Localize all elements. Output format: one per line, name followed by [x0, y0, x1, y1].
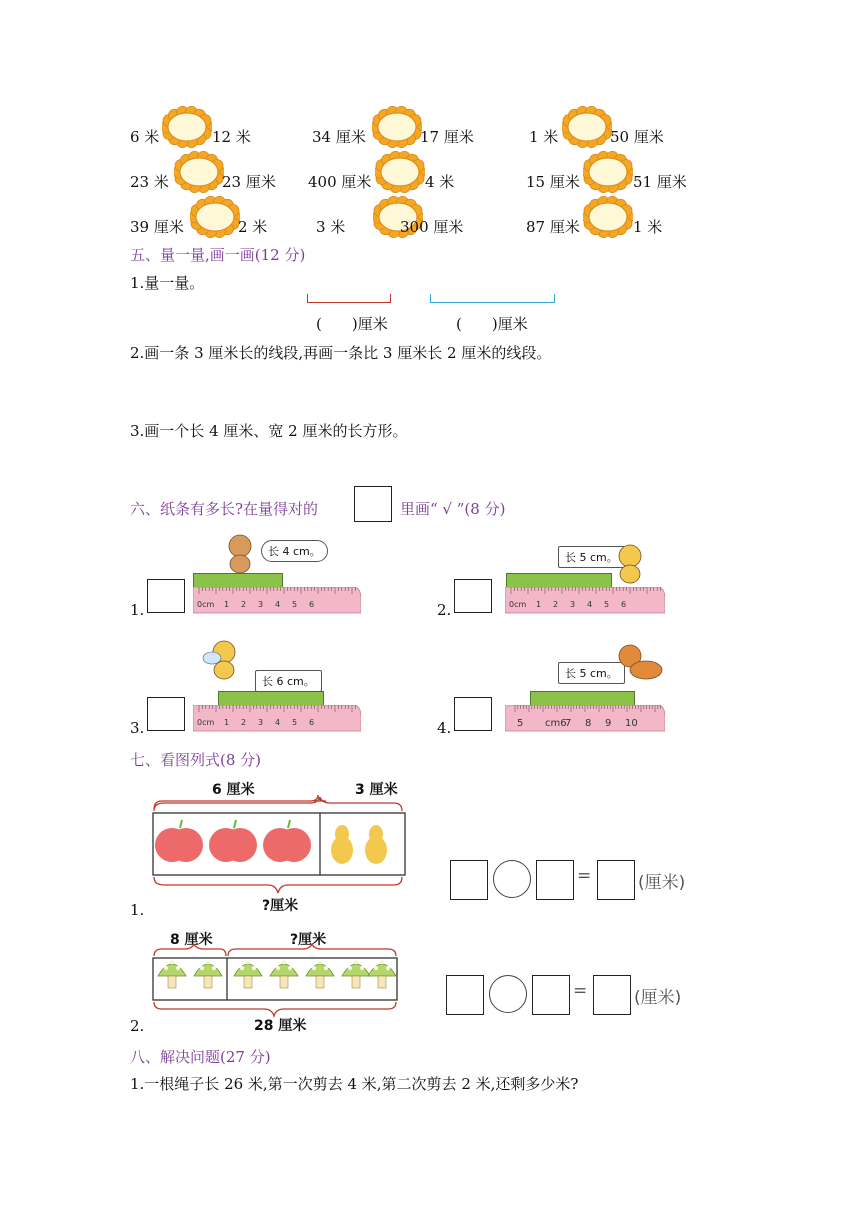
measure-sign: 长 5 cm。: [558, 662, 625, 684]
ruler-tick-label: 2: [241, 600, 247, 609]
compare-right-value: 23 厘米: [222, 173, 276, 191]
q2-answer-box-3[interactable]: [593, 975, 631, 1015]
ruler-item-number: 3.: [130, 719, 145, 737]
check-box[interactable]: [147, 579, 185, 613]
ruler-tick-label: cm6: [545, 718, 567, 729]
compare-right-value: 50 厘米: [610, 128, 664, 146]
ruler-tick-label: 9: [605, 718, 612, 729]
compare-right-value: 1 米: [633, 218, 663, 236]
ruler-tick-label: 3: [570, 600, 576, 609]
ruler-tick-label: 10: [625, 718, 638, 729]
compare-right-value: 2 米: [238, 218, 268, 236]
ruler-tick-label: 0cm: [197, 718, 215, 727]
compare-left-value: 87 厘米: [526, 218, 580, 236]
ruler-tick-label: 1: [224, 718, 230, 727]
q2-answer-box-1[interactable]: [446, 975, 484, 1015]
ruler-tick-label: 8: [585, 718, 592, 729]
compare-left-value: 23 米: [130, 173, 169, 191]
q1-total-label: ?厘米: [262, 898, 299, 914]
q2-operator-circle[interactable]: [489, 975, 527, 1013]
check-box[interactable]: [147, 697, 185, 731]
compare-left-value: 6 米: [130, 128, 160, 146]
section8-q1: 1.一根绳子长 26 米,第一次剪去 4 米,第二次剪去 2 米,还剩多少米?: [130, 1075, 579, 1093]
q2-total-label: 28 厘米: [254, 1018, 307, 1034]
check-box[interactable]: [454, 579, 492, 613]
q1-right-label: 3 厘米: [355, 782, 398, 798]
dog-icon: [608, 640, 668, 690]
q2-right-label: ?厘米: [290, 932, 327, 948]
flower-answer-circle[interactable]: [583, 151, 633, 193]
compare-left-value: 34 厘米: [312, 128, 366, 146]
ruler-tick-label: 2: [553, 600, 559, 609]
flower-answer-circle[interactable]: [190, 196, 240, 238]
section8-title: 八、解决问题(27 分): [130, 1048, 271, 1066]
cat-icon: [608, 540, 668, 590]
section6-title-a: 六、纸条有多长?在量得对的: [130, 500, 319, 518]
compare-left-value: 3 米: [316, 218, 346, 236]
ruler-tick-label: 1: [536, 600, 542, 609]
compare-left-value: 39 厘米: [130, 218, 184, 236]
measure-sign: 长 5 cm。: [558, 546, 625, 568]
measure-sign: 长 4 cm。: [261, 540, 328, 562]
section5-q2: 2.画一条 3 厘米长的线段,再画一条比 3 厘米长 2 厘米的线段。: [130, 344, 552, 362]
compare-right-value: 4 米: [425, 173, 455, 191]
q1-operator-circle[interactable]: [493, 860, 531, 898]
flower-answer-circle[interactable]: [174, 151, 224, 193]
flower-answer-circle[interactable]: [562, 106, 612, 148]
q1-num: 1.: [130, 901, 145, 919]
ruler: [505, 587, 665, 615]
ruler-tick-label: 0cm: [197, 600, 215, 609]
q1-answer-box-2[interactable]: [536, 860, 574, 900]
ruler-tick-label: 0cm: [509, 600, 527, 609]
answer-blank-red[interactable]: ( )厘米: [316, 315, 388, 333]
flower-answer-circle[interactable]: [583, 196, 633, 238]
flower-answer-circle[interactable]: [372, 106, 422, 148]
q2-equals: =: [573, 981, 588, 1001]
ruler-item-number: 1.: [130, 601, 145, 619]
section5-q1: 1.量一量。: [130, 274, 205, 292]
ruler-tick-label: 5: [292, 718, 298, 727]
ruler-tick-label: 4: [587, 600, 593, 609]
ruler-tick-label: 1: [224, 600, 230, 609]
ruler-item-number: 2.: [437, 601, 452, 619]
ruler-tick-label: 5: [292, 600, 298, 609]
q2-num: 2.: [130, 1017, 145, 1035]
ruler-tick-label: 6: [621, 600, 627, 609]
compare-left-value: 15 厘米: [526, 173, 580, 191]
compare-right-value: 300 厘米: [400, 218, 464, 236]
ruler-tick-label: 6: [309, 600, 315, 609]
check-box[interactable]: [454, 697, 492, 731]
compare-right-value: 17 厘米: [420, 128, 474, 146]
measure-sign: 长 6 cm。: [255, 670, 322, 692]
ruler-tick-label: 5: [517, 718, 524, 729]
ruler-tick-label: 4: [275, 600, 281, 609]
compare-right-value: 12 米: [212, 128, 251, 146]
bear-icon: [218, 530, 278, 580]
compare-right-value: 51 厘米: [633, 173, 687, 191]
ruler-tick-label: 3: [258, 600, 264, 609]
q1-left-label: 6 厘米: [212, 782, 255, 798]
compare-left-value: 400 厘米: [308, 173, 372, 191]
ruler-item-number: 4.: [437, 719, 452, 737]
answer-blank-blue[interactable]: ( )厘米: [456, 315, 528, 333]
q1-answer-box-1[interactable]: [450, 860, 488, 900]
q2-left-label: 8 厘米: [170, 932, 213, 948]
ruler-tick-label: 3: [258, 718, 264, 727]
flower-answer-circle[interactable]: [162, 106, 212, 148]
ruler-tick-label: 4: [275, 718, 281, 727]
q1-equals: =: [577, 866, 592, 886]
section7-title: 七、看图列式(8 分): [130, 751, 262, 769]
flower-answer-circle[interactable]: [375, 151, 425, 193]
ruler-tick-label: 6: [309, 718, 315, 727]
compare-left-value: 1 米: [529, 128, 559, 146]
q2-figure: [150, 944, 405, 1019]
q1-unit: (厘米): [638, 873, 686, 893]
q2-answer-box-2[interactable]: [532, 975, 570, 1015]
q2-unit: (厘米): [634, 988, 682, 1008]
ruler-tick-label: 5: [604, 600, 610, 609]
section5-q3: 3.画一个长 4 厘米、宽 2 厘米的长方形。: [130, 422, 408, 440]
section5-title: 五、量一量,画一画(12 分): [130, 246, 306, 264]
ruler-tick-label: 7: [565, 718, 572, 729]
section6-title-b: 里画“ √ ”(8 分): [400, 500, 506, 518]
ruler-tick-label: 2: [241, 718, 247, 727]
example-checkbox: [354, 486, 392, 522]
bee-icon: [202, 636, 262, 686]
red-segment: [307, 294, 391, 303]
blue-segment: [430, 294, 555, 303]
q1-answer-box-3[interactable]: [597, 860, 635, 900]
